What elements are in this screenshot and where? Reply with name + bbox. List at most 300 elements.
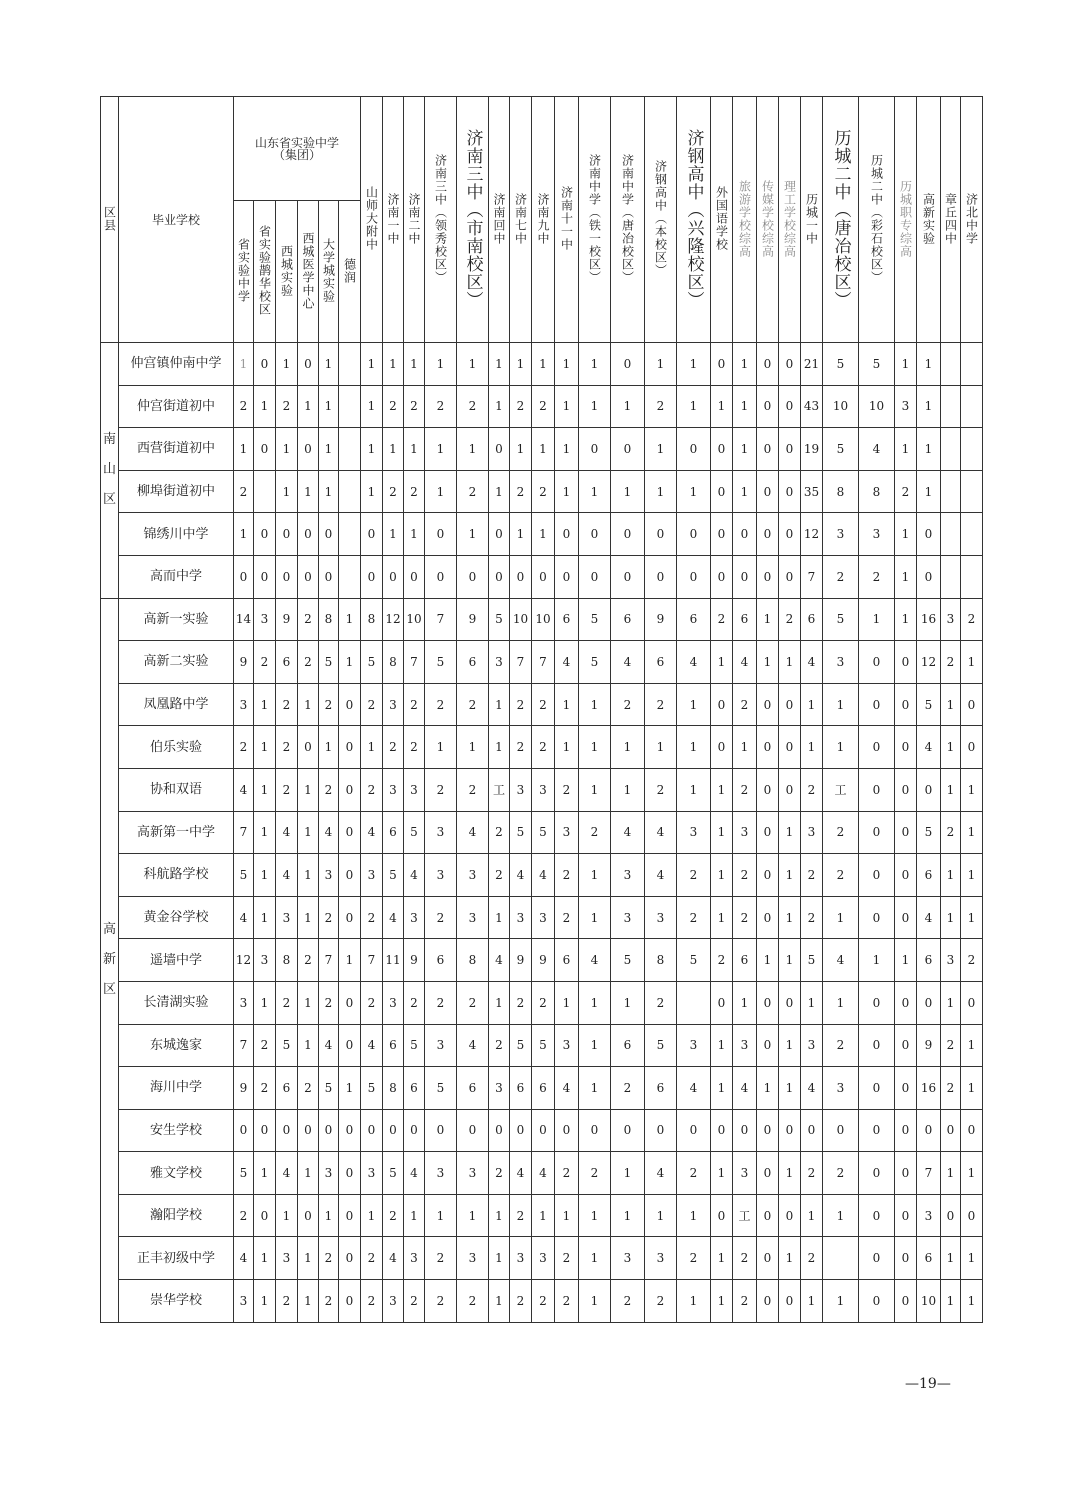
quota-cell: 1 bbox=[361, 470, 383, 513]
quota-cell: 4 bbox=[823, 939, 859, 982]
quota-cell: 10 bbox=[404, 598, 425, 641]
quota-cell: 2 bbox=[383, 1194, 404, 1237]
quota-cell: 2 bbox=[801, 854, 823, 897]
column-header bbox=[733, 97, 757, 343]
quota-cell: 1 bbox=[361, 343, 383, 386]
quota-cell: 1 bbox=[895, 513, 917, 556]
school-name: 伯乐实验 bbox=[119, 726, 234, 769]
quota-cell: 1 bbox=[361, 726, 383, 769]
quota-cell: 10 bbox=[532, 598, 555, 641]
quota-cell: 2 bbox=[319, 981, 339, 1024]
quota-cell: 2 bbox=[383, 385, 404, 428]
quota-cell: 0 bbox=[611, 513, 645, 556]
quota-cell: 2 bbox=[677, 854, 711, 897]
quota-cell: 0 bbox=[404, 1109, 425, 1152]
quota-cell: 6 bbox=[510, 1067, 532, 1110]
quota-cell: 9 bbox=[234, 641, 254, 684]
quota-cell: 6 bbox=[457, 641, 489, 684]
quota-cell: 1 bbox=[510, 343, 532, 386]
quota-cell: 0 bbox=[757, 726, 779, 769]
quota-cell: 4 bbox=[733, 641, 757, 684]
quota-cell: 1 bbox=[961, 1152, 983, 1195]
quota-cell: 1 bbox=[961, 641, 983, 684]
quota-cell: 6 bbox=[383, 1024, 404, 1067]
quota-cell: 1 bbox=[579, 1024, 611, 1067]
quota-cell: 1 bbox=[711, 768, 733, 811]
quota-cell: 1 bbox=[823, 726, 859, 769]
quota-cell: 2 bbox=[711, 598, 733, 641]
quota-cell: 1 bbox=[425, 1194, 457, 1237]
quota-cell: 6 bbox=[645, 641, 677, 684]
school-name: 柳埠街道初中 bbox=[119, 470, 234, 513]
quota-cell: 8 bbox=[645, 939, 677, 982]
quota-cell: 4 bbox=[361, 811, 383, 854]
quota-cell: 0 bbox=[579, 513, 611, 556]
quota-cell: 5 bbox=[489, 598, 510, 641]
quota-cell: 6 bbox=[532, 1067, 555, 1110]
quota-cell: 0 bbox=[895, 1152, 917, 1195]
quota-cell: 0 bbox=[757, 470, 779, 513]
quota-cell: 1 bbox=[319, 428, 339, 471]
school-name: 西营街道初中 bbox=[119, 428, 234, 471]
quota-cell: 4 bbox=[489, 939, 510, 982]
quota-cell: 0 bbox=[510, 555, 532, 598]
quota-cell bbox=[339, 343, 361, 386]
quota-cell: 3 bbox=[319, 854, 339, 897]
column-header-label: 历城二中（彩石校区） bbox=[869, 153, 884, 284]
quota-cell: 5 bbox=[579, 598, 611, 641]
quota-cell: 5 bbox=[361, 1067, 383, 1110]
quota-cell: 1 bbox=[579, 343, 611, 386]
quota-cell: 2 bbox=[404, 385, 425, 428]
column-header bbox=[779, 97, 801, 343]
quota-cell: 2 bbox=[510, 981, 532, 1024]
quota-cell: 1 bbox=[733, 343, 757, 386]
quota-cell: 0 bbox=[611, 343, 645, 386]
quota-cell: 5 bbox=[532, 1024, 555, 1067]
quota-cell: 9 bbox=[510, 939, 532, 982]
quota-cell: 2 bbox=[489, 1024, 510, 1067]
quota-cell: 7 bbox=[510, 641, 532, 684]
quota-cell: 0 bbox=[859, 981, 895, 1024]
quota-cell: 2 bbox=[579, 1152, 611, 1195]
quota-cell: 1 bbox=[555, 1194, 579, 1237]
quota-cell: 0 bbox=[917, 513, 941, 556]
quota-cell: 0 bbox=[298, 513, 319, 556]
quota-cell: 1 bbox=[404, 428, 425, 471]
quota-cell: 7 bbox=[801, 555, 823, 598]
quota-cell: 4 bbox=[611, 641, 645, 684]
quota-cell: 2 bbox=[733, 896, 757, 939]
quota-cell: 0 bbox=[339, 981, 361, 1024]
quota-cell: 6 bbox=[383, 811, 404, 854]
quota-cell: 3 bbox=[361, 1152, 383, 1195]
quota-cell: 3 bbox=[510, 1237, 532, 1280]
quota-cell: 0 bbox=[677, 555, 711, 598]
quota-cell: 1 bbox=[425, 343, 457, 386]
quota-cell: 0 bbox=[532, 1109, 555, 1152]
quota-cell: 1 bbox=[276, 343, 298, 386]
quota-cell: 2 bbox=[555, 1152, 579, 1195]
quota-cell: 0 bbox=[361, 513, 383, 556]
quota-cell: 1 bbox=[254, 854, 276, 897]
quota-cell: 0 bbox=[711, 1109, 733, 1152]
quota-cell bbox=[823, 1237, 859, 1280]
quota-cell: 0 bbox=[254, 513, 276, 556]
quota-cell: 1 bbox=[361, 385, 383, 428]
quota-cell: 2 bbox=[319, 1237, 339, 1280]
quota-cell: 1 bbox=[532, 1194, 555, 1237]
quota-cell: 4 bbox=[383, 896, 404, 939]
quota-cell: 1 bbox=[254, 768, 276, 811]
quota-cell: 4 bbox=[457, 1024, 489, 1067]
quota-cell: 8 bbox=[276, 939, 298, 982]
quota-cell: 1 bbox=[579, 470, 611, 513]
quota-cell: 1 bbox=[961, 1237, 983, 1280]
quota-cell: 0 bbox=[757, 555, 779, 598]
column-header-label: 德润 bbox=[342, 257, 357, 284]
quota-cell: 2 bbox=[510, 726, 532, 769]
school-name: 锦绣川中学 bbox=[119, 513, 234, 556]
quota-cell: 1 bbox=[489, 896, 510, 939]
table-row bbox=[101, 1237, 983, 1280]
column-header-label: 省实验鹊华校区 bbox=[257, 225, 272, 316]
quota-cell: 1 bbox=[555, 428, 579, 471]
quota-cell: 2 bbox=[276, 683, 298, 726]
quota-cell: 1 bbox=[510, 513, 532, 556]
quota-cell: 1 bbox=[579, 683, 611, 726]
quota-cell: 1 bbox=[339, 939, 361, 982]
quota-cell: 2 bbox=[425, 768, 457, 811]
column-header-label: 理工学校综高 bbox=[782, 179, 797, 258]
quota-cell: 0 bbox=[339, 726, 361, 769]
quota-cell: 0 bbox=[757, 896, 779, 939]
quota-cell: 0 bbox=[611, 555, 645, 598]
quota-cell: 0 bbox=[298, 343, 319, 386]
district-name-char: 新 bbox=[102, 952, 116, 968]
table-row bbox=[101, 726, 983, 769]
quota-cell: 0 bbox=[859, 1280, 895, 1323]
quota-cell: 2 bbox=[801, 1237, 823, 1280]
quota-cell: 0 bbox=[859, 1024, 895, 1067]
quota-cell: 16 bbox=[917, 1067, 941, 1110]
quota-cell: 0 bbox=[733, 1109, 757, 1152]
quota-cell: 3 bbox=[823, 1067, 859, 1110]
quota-cell: 1 bbox=[298, 385, 319, 428]
quota-cell: 1 bbox=[276, 470, 298, 513]
quota-cell: 0 bbox=[895, 896, 917, 939]
quota-cell: 2 bbox=[361, 981, 383, 1024]
quota-cell bbox=[961, 470, 983, 513]
quota-cell: 0 bbox=[779, 513, 801, 556]
quota-cell: 0 bbox=[757, 768, 779, 811]
quota-cell bbox=[941, 428, 961, 471]
quota-cell: 1 bbox=[298, 683, 319, 726]
school-name: 协和双语 bbox=[119, 768, 234, 811]
quota-cell: 1 bbox=[254, 981, 276, 1024]
quota-cell: 1 bbox=[298, 768, 319, 811]
quota-cell: 4 bbox=[234, 1237, 254, 1280]
quota-cell: 4 bbox=[579, 939, 611, 982]
quota-cell: 1 bbox=[645, 470, 677, 513]
district-name-char: 区 bbox=[102, 982, 116, 998]
table-row bbox=[101, 343, 983, 386]
quota-cell: 0 bbox=[757, 1024, 779, 1067]
quota-cell: 2 bbox=[383, 726, 404, 769]
quota-cell: 0 bbox=[489, 1109, 510, 1152]
column-header bbox=[859, 97, 895, 343]
quota-cell: 0 bbox=[579, 1109, 611, 1152]
quota-cell: 3 bbox=[234, 683, 254, 726]
quota-cell: 0 bbox=[339, 768, 361, 811]
quota-cell: 2 bbox=[457, 981, 489, 1024]
quota-cell: 3 bbox=[510, 768, 532, 811]
quota-cell: 5 bbox=[234, 1152, 254, 1195]
quota-cell: 5 bbox=[276, 1024, 298, 1067]
quota-cell: 5 bbox=[859, 343, 895, 386]
quota-cell: 0 bbox=[859, 854, 895, 897]
quota-cell: 3 bbox=[555, 1024, 579, 1067]
quota-cell: 0 bbox=[757, 811, 779, 854]
quota-cell: 0 bbox=[276, 555, 298, 598]
quota-cell: 2 bbox=[711, 939, 733, 982]
quota-cell: 0 bbox=[895, 1024, 917, 1067]
quota-cell: 4 bbox=[319, 811, 339, 854]
quota-cell: 5 bbox=[404, 1024, 425, 1067]
quota-cell: 3 bbox=[404, 896, 425, 939]
column-header bbox=[457, 97, 489, 343]
quota-cell: 0 bbox=[779, 683, 801, 726]
quota-cell: 0 bbox=[779, 343, 801, 386]
quota-cell: 2 bbox=[895, 470, 917, 513]
quota-cell: 1 bbox=[611, 768, 645, 811]
school-name: 瀚阳学校 bbox=[119, 1194, 234, 1237]
quota-cell: 2 bbox=[319, 896, 339, 939]
quota-cell: 1 bbox=[961, 1067, 983, 1110]
quota-cell: 1 bbox=[917, 470, 941, 513]
quota-cell: 2 bbox=[404, 1280, 425, 1323]
quota-cell: 1 bbox=[579, 768, 611, 811]
quota-cell: 2 bbox=[457, 683, 489, 726]
quota-cell: 6 bbox=[555, 939, 579, 982]
quota-cell: 2 bbox=[555, 896, 579, 939]
table-row bbox=[101, 768, 983, 811]
quota-cell: 3 bbox=[383, 768, 404, 811]
quota-cell: 2 bbox=[425, 1237, 457, 1280]
quota-cell: 1 bbox=[677, 683, 711, 726]
quota-cell: 2 bbox=[733, 768, 757, 811]
quota-cell bbox=[941, 385, 961, 428]
quota-cell: 1 bbox=[733, 385, 757, 428]
quota-cell: 2 bbox=[555, 1280, 579, 1323]
quota-cell: 3 bbox=[276, 896, 298, 939]
quota-cell: 2 bbox=[457, 470, 489, 513]
quota-cell: 0 bbox=[895, 1067, 917, 1110]
table-row bbox=[101, 555, 983, 598]
school-name: 高而中学 bbox=[119, 555, 234, 598]
table-row bbox=[101, 385, 983, 428]
quota-cell bbox=[339, 470, 361, 513]
quota-cell: 1 bbox=[319, 343, 339, 386]
quota-cell: 1 bbox=[779, 1067, 801, 1110]
quota-cell: 5 bbox=[361, 641, 383, 684]
quota-cell bbox=[339, 513, 361, 556]
quota-cell: 1 bbox=[801, 981, 823, 1024]
group-subcolumn-header bbox=[298, 201, 319, 343]
quota-cell: 2 bbox=[941, 1067, 961, 1110]
quota-cell: 10 bbox=[917, 1280, 941, 1323]
column-header bbox=[895, 97, 917, 343]
quota-cell: 1 bbox=[757, 641, 779, 684]
quota-cell: 0 bbox=[298, 555, 319, 598]
quota-cell: 2 bbox=[801, 768, 823, 811]
quota-cell: 2 bbox=[677, 1152, 711, 1195]
quota-cell: 3 bbox=[532, 768, 555, 811]
quota-cell: 4 bbox=[917, 726, 941, 769]
quota-cell: 4 bbox=[510, 854, 532, 897]
quota-cell: 1 bbox=[961, 768, 983, 811]
quota-cell: 5 bbox=[917, 811, 941, 854]
quota-cell: 0 bbox=[510, 1109, 532, 1152]
school-name: 东城逸家 bbox=[119, 1024, 234, 1067]
column-header bbox=[361, 97, 383, 343]
quota-cell: 2 bbox=[532, 470, 555, 513]
quota-cell: 0 bbox=[254, 1109, 276, 1152]
quota-cell: 1 bbox=[457, 1194, 489, 1237]
quota-cell: 2 bbox=[457, 768, 489, 811]
quota-cell: 1 bbox=[611, 470, 645, 513]
quota-cell: 4 bbox=[510, 1152, 532, 1195]
quota-cell: 0 bbox=[779, 428, 801, 471]
quota-cell: 0 bbox=[779, 1109, 801, 1152]
quota-cell: 1 bbox=[339, 1067, 361, 1110]
quota-cell: 1 bbox=[555, 981, 579, 1024]
quota-cell: 4 bbox=[645, 1152, 677, 1195]
quota-cell: 1 bbox=[941, 1152, 961, 1195]
quota-cell: 6 bbox=[457, 1067, 489, 1110]
quota-cell: 6 bbox=[733, 598, 757, 641]
quota-cell: 2 bbox=[510, 1194, 532, 1237]
quota-cell: 1 bbox=[489, 385, 510, 428]
quota-cell: 6 bbox=[276, 1067, 298, 1110]
quota-cell: 4 bbox=[801, 1067, 823, 1110]
table-row bbox=[101, 1067, 983, 1110]
quota-cell: 0 bbox=[895, 683, 917, 726]
quota-cell: 0 bbox=[859, 683, 895, 726]
quota-cell: 3 bbox=[425, 1024, 457, 1067]
quota-cell: 3 bbox=[234, 1280, 254, 1323]
quota-cell: 0 bbox=[339, 811, 361, 854]
quota-cell: 0 bbox=[532, 555, 555, 598]
quota-cell: 1 bbox=[895, 343, 917, 386]
quota-cell: 0 bbox=[859, 811, 895, 854]
table-row bbox=[101, 470, 983, 513]
quota-cell: 2 bbox=[425, 1280, 457, 1323]
quota-cell: 3 bbox=[555, 811, 579, 854]
quota-cell: 0 bbox=[339, 896, 361, 939]
quota-cell: 0 bbox=[645, 1109, 677, 1152]
quota-cell: 0 bbox=[677, 513, 711, 556]
quota-cell bbox=[961, 385, 983, 428]
quota-cell: 1 bbox=[579, 1237, 611, 1280]
column-header-label: 济南中学（唐冶校区） bbox=[620, 153, 635, 284]
quota-cell: 1 bbox=[941, 1237, 961, 1280]
quota-cell: 1 bbox=[579, 385, 611, 428]
quota-cell: 0 bbox=[276, 513, 298, 556]
quota-cell: 0 bbox=[757, 1109, 779, 1152]
quota-cell: 7 bbox=[425, 598, 457, 641]
quota-cell: 1 bbox=[425, 726, 457, 769]
quota-cell: 5 bbox=[383, 1152, 404, 1195]
quota-cell: 2 bbox=[254, 1024, 276, 1067]
page-number: —19— bbox=[905, 1376, 951, 1392]
quota-cell: 1 bbox=[779, 641, 801, 684]
quota-cell: 1 bbox=[611, 1194, 645, 1237]
quota-cell: 3 bbox=[859, 513, 895, 556]
quota-cell: 2 bbox=[361, 768, 383, 811]
quota-cell: 1 bbox=[895, 939, 917, 982]
quota-cell: 0 bbox=[895, 811, 917, 854]
quota-cell: 1 bbox=[941, 683, 961, 726]
quota-cell: 4 bbox=[319, 1024, 339, 1067]
quota-cell: 2 bbox=[611, 1280, 645, 1323]
quota-cell: 0 bbox=[645, 513, 677, 556]
quota-cell: 0 bbox=[895, 854, 917, 897]
quota-cell: 3 bbox=[611, 896, 645, 939]
quota-cell: 6 bbox=[645, 1067, 677, 1110]
quota-cell: 2 bbox=[532, 385, 555, 428]
quota-cell: 1 bbox=[711, 385, 733, 428]
quota-cell: 2 bbox=[941, 641, 961, 684]
quota-cell: 3 bbox=[941, 598, 961, 641]
quota-cell: 2 bbox=[425, 981, 457, 1024]
column-header-label: 西城医学中心 bbox=[301, 231, 315, 310]
quota-cell: 0 bbox=[779, 555, 801, 598]
quota-cell: 2 bbox=[532, 981, 555, 1024]
column-header-label: 历城职专综高 bbox=[898, 179, 913, 258]
quota-cell: 2 bbox=[361, 1237, 383, 1280]
quota-cell: 2 bbox=[859, 555, 895, 598]
quota-cell: 4 bbox=[917, 896, 941, 939]
quota-cell: 0 bbox=[711, 470, 733, 513]
quota-cell: 3 bbox=[254, 939, 276, 982]
quota-cell: 1 bbox=[489, 1194, 510, 1237]
quota-cell: 1 bbox=[711, 811, 733, 854]
quota-cell: 0 bbox=[961, 683, 983, 726]
quota-cell: 1 bbox=[254, 1237, 276, 1280]
quota-cell: 3 bbox=[489, 1067, 510, 1110]
quota-cell: 5 bbox=[383, 854, 404, 897]
quota-cell: 1 bbox=[733, 981, 757, 1024]
quota-cell: 5 bbox=[579, 641, 611, 684]
quota-cell: 4 bbox=[361, 1024, 383, 1067]
quota-cell: 0 bbox=[941, 1194, 961, 1237]
quota-cell: 0 bbox=[757, 343, 779, 386]
quota-cell: 2 bbox=[733, 1237, 757, 1280]
quota-cell: 1 bbox=[779, 811, 801, 854]
quota-cell: 0 bbox=[859, 896, 895, 939]
quota-cell: 2 bbox=[677, 896, 711, 939]
quota-cell: 1 bbox=[404, 1194, 425, 1237]
quota-cell: 1 bbox=[733, 726, 757, 769]
quota-cell: 0 bbox=[425, 555, 457, 598]
quota-cell: 0 bbox=[895, 1194, 917, 1237]
quota-cell: 3 bbox=[254, 598, 276, 641]
quota-cell: 2 bbox=[298, 939, 319, 982]
quota-cell: 1 bbox=[254, 896, 276, 939]
quota-cell: 4 bbox=[801, 641, 823, 684]
column-header bbox=[611, 97, 645, 343]
